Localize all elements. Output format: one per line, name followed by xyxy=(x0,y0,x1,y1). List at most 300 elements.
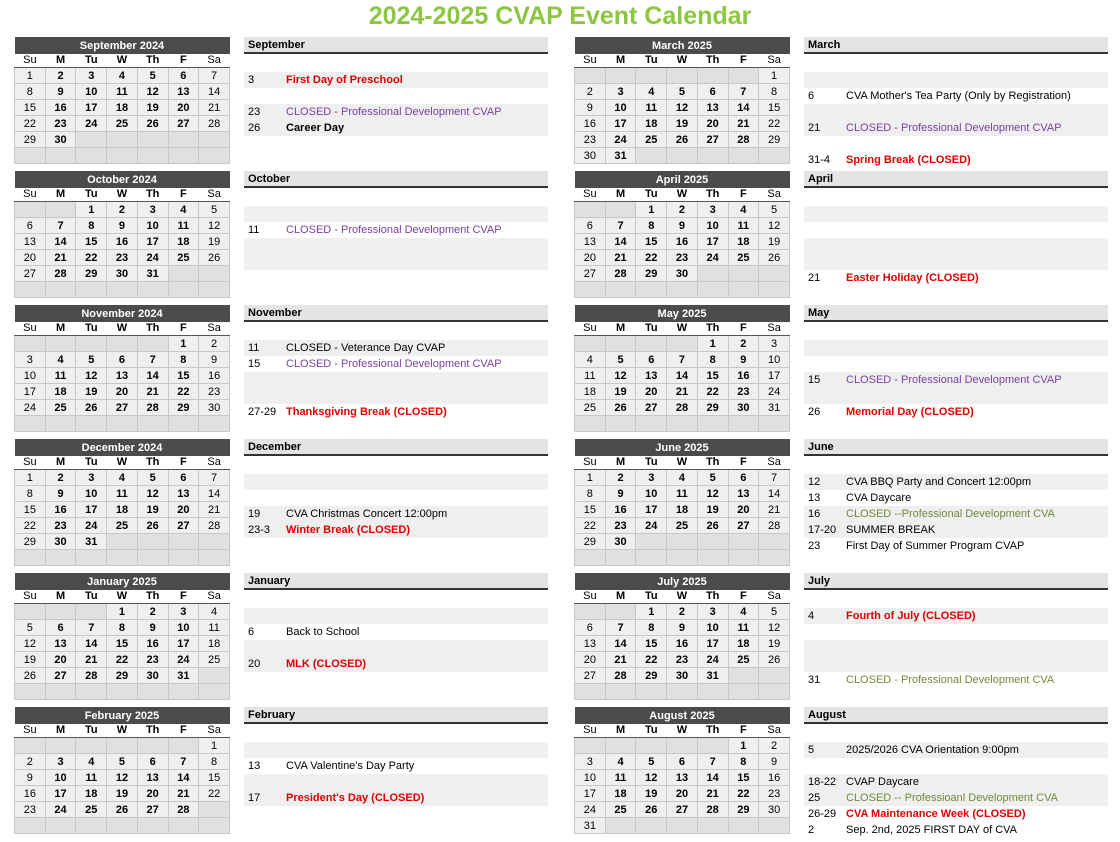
day-cell: 14 xyxy=(697,770,728,786)
empty-day-cell xyxy=(199,818,230,834)
empty-day-cell xyxy=(137,132,168,148)
empty-day-cell xyxy=(45,336,76,352)
weekday-label: W xyxy=(107,590,138,604)
empty-day-cell xyxy=(168,534,199,550)
day-cell: 15 xyxy=(697,368,728,384)
event-date: 15 xyxy=(248,358,261,370)
day-cell: 8 xyxy=(15,84,46,100)
day-cell: 27 xyxy=(107,400,138,416)
day-cell: 1 xyxy=(15,470,46,486)
event-date: 21 xyxy=(808,272,821,284)
weekday-label: Su xyxy=(15,590,46,604)
day-cell: 10 xyxy=(636,486,667,502)
day-cell: 1 xyxy=(15,68,46,84)
weekday-label: Su xyxy=(15,188,46,202)
event-row xyxy=(244,222,548,238)
day-cell: 2 xyxy=(575,84,606,100)
day-cell: 19 xyxy=(107,786,138,802)
empty-day-cell xyxy=(76,818,107,834)
day-cell: 26 xyxy=(697,518,728,534)
day-cell: 20 xyxy=(168,100,199,116)
day-cell: 26 xyxy=(107,802,138,818)
weekday-label: W xyxy=(667,188,698,202)
event-list-header: July xyxy=(804,573,1108,590)
empty-day-cell xyxy=(697,266,728,282)
weekday-label: M xyxy=(605,456,636,470)
day-cell: 19 xyxy=(76,384,107,400)
event-row xyxy=(804,136,1108,152)
event-row xyxy=(804,356,1108,372)
day-cell: 25 xyxy=(728,250,759,266)
day-cell: 25 xyxy=(636,132,667,148)
empty-day-cell xyxy=(45,604,76,620)
empty-day-cell xyxy=(728,818,759,834)
day-cell: 19 xyxy=(137,100,168,116)
empty-day-cell xyxy=(728,550,759,566)
event-row xyxy=(244,270,548,286)
weekday-label: F xyxy=(168,54,199,68)
day-cell: 2 xyxy=(605,470,636,486)
event-row xyxy=(244,88,548,104)
event-text: CLOSED - Professional Development CVAP xyxy=(846,122,1062,134)
day-cell: 11 xyxy=(76,770,107,786)
day-cell: 25 xyxy=(168,250,199,266)
event-row xyxy=(804,254,1108,270)
day-cell: 17 xyxy=(636,502,667,518)
day-cell: 10 xyxy=(15,368,46,384)
day-cell: 19 xyxy=(759,636,790,652)
mini-calendar-title: August 2025 xyxy=(575,707,790,724)
day-cell: 13 xyxy=(728,486,759,502)
weekday-label: Su xyxy=(575,188,606,202)
event-list-header: June xyxy=(804,439,1108,456)
day-cell: 30 xyxy=(759,802,790,818)
event-date: 27-29 xyxy=(248,406,277,418)
day-cell: 10 xyxy=(697,218,728,234)
event-text: President's Day (CLOSED) xyxy=(286,792,425,804)
day-cell: 13 xyxy=(667,770,698,786)
empty-day-cell xyxy=(728,668,759,684)
empty-day-cell xyxy=(107,148,138,164)
empty-day-cell xyxy=(636,282,667,298)
day-cell: 22 xyxy=(168,384,199,400)
day-cell: 4 xyxy=(76,754,107,770)
empty-day-cell xyxy=(575,68,606,84)
mini-calendar-june-2025 xyxy=(574,439,790,566)
empty-day-cell xyxy=(168,148,199,164)
event-row xyxy=(804,340,1108,356)
event-row xyxy=(244,104,548,120)
event-row xyxy=(804,758,1108,774)
day-cell: 17 xyxy=(575,786,606,802)
empty-day-cell xyxy=(76,416,107,432)
day-cell: 2 xyxy=(667,202,698,218)
day-cell: 8 xyxy=(575,486,606,502)
day-cell: 17 xyxy=(697,234,728,250)
day-cell: 14 xyxy=(728,100,759,116)
weekday-label: Th xyxy=(137,724,168,738)
day-cell: 2 xyxy=(15,754,46,770)
day-cell: 6 xyxy=(636,352,667,368)
day-cell: 13 xyxy=(168,84,199,100)
day-cell: 15 xyxy=(107,636,138,652)
empty-day-cell xyxy=(728,266,759,282)
empty-day-cell xyxy=(667,818,698,834)
day-cell: 17 xyxy=(15,384,46,400)
day-cell: 12 xyxy=(605,368,636,384)
empty-day-cell xyxy=(15,738,46,754)
day-cell: 7 xyxy=(199,470,230,486)
empty-day-cell xyxy=(697,738,728,754)
event-row xyxy=(244,72,548,88)
empty-day-cell xyxy=(697,534,728,550)
day-cell: 31 xyxy=(697,668,728,684)
mini-calendar-title: June 2025 xyxy=(575,439,790,456)
event-row xyxy=(804,88,1108,104)
event-text: MLK (CLOSED) xyxy=(286,658,367,670)
mini-calendar-title: March 2025 xyxy=(575,37,790,54)
day-cell: 1 xyxy=(575,470,606,486)
day-cell: 15 xyxy=(199,770,230,786)
event-date: 16 xyxy=(808,508,821,520)
weekday-label: M xyxy=(45,322,76,336)
weekday-label: F xyxy=(728,724,759,738)
empty-day-cell xyxy=(107,336,138,352)
event-list-december xyxy=(244,439,548,570)
day-cell: 1 xyxy=(107,604,138,620)
day-cell: 4 xyxy=(168,202,199,218)
day-cell: 29 xyxy=(636,668,667,684)
day-cell: 17 xyxy=(45,786,76,802)
empty-day-cell xyxy=(107,550,138,566)
day-cell: 8 xyxy=(636,218,667,234)
day-cell: 29 xyxy=(76,266,107,282)
day-cell: 27 xyxy=(728,518,759,534)
empty-day-cell xyxy=(605,336,636,352)
day-cell: 14 xyxy=(667,368,698,384)
empty-day-cell xyxy=(636,336,667,352)
day-cell: 19 xyxy=(667,116,698,132)
day-cell: 22 xyxy=(76,250,107,266)
empty-day-cell xyxy=(199,282,230,298)
mini-calendar-title: July 2025 xyxy=(575,573,790,590)
day-cell: 22 xyxy=(759,116,790,132)
day-cell: 24 xyxy=(575,802,606,818)
day-cell: 23 xyxy=(107,250,138,266)
day-cell: 23 xyxy=(45,116,76,132)
day-cell: 12 xyxy=(667,100,698,116)
event-date: 6 xyxy=(248,626,255,638)
day-cell: 23 xyxy=(199,384,230,400)
event-text: CVA Daycare xyxy=(846,492,912,504)
empty-day-cell xyxy=(759,416,790,432)
event-row xyxy=(804,742,1108,758)
day-cell: 14 xyxy=(199,486,230,502)
day-cell: 16 xyxy=(199,368,230,384)
empty-day-cell xyxy=(107,818,138,834)
event-row xyxy=(244,790,548,806)
weekday-label: Tu xyxy=(76,590,107,604)
event-row xyxy=(244,688,548,704)
empty-day-cell xyxy=(667,534,698,550)
empty-day-cell xyxy=(667,68,698,84)
empty-day-cell xyxy=(759,818,790,834)
day-cell: 1 xyxy=(759,68,790,84)
event-row xyxy=(244,656,548,672)
day-cell: 7 xyxy=(76,620,107,636)
empty-day-cell xyxy=(575,738,606,754)
mini-calendar-title: September 2024 xyxy=(15,37,230,54)
weekday-label: Tu xyxy=(636,456,667,470)
day-cell: 21 xyxy=(199,100,230,116)
empty-day-cell xyxy=(199,416,230,432)
day-cell: 9 xyxy=(728,352,759,368)
day-cell: 18 xyxy=(728,234,759,250)
empty-day-cell xyxy=(168,550,199,566)
day-cell: 11 xyxy=(199,620,230,636)
event-text: CLOSED - Veterance Day CVAP xyxy=(286,342,446,354)
empty-day-cell xyxy=(137,336,168,352)
event-row xyxy=(804,388,1108,404)
empty-day-cell xyxy=(15,550,46,566)
weekday-label: Tu xyxy=(636,724,667,738)
day-cell: 23 xyxy=(605,518,636,534)
weekday-label: W xyxy=(107,724,138,738)
empty-day-cell xyxy=(667,738,698,754)
event-row xyxy=(244,238,548,254)
empty-day-cell xyxy=(45,202,76,218)
day-cell: 14 xyxy=(168,770,199,786)
day-cell: 16 xyxy=(45,100,76,116)
day-cell: 6 xyxy=(107,352,138,368)
day-cell: 4 xyxy=(199,604,230,620)
day-cell: 18 xyxy=(667,502,698,518)
day-cell: 11 xyxy=(107,486,138,502)
day-cell: 5 xyxy=(667,84,698,100)
day-cell: 29 xyxy=(636,266,667,282)
day-cell: 26 xyxy=(76,400,107,416)
weekday-label: Tu xyxy=(636,322,667,336)
day-cell: 25 xyxy=(107,116,138,132)
day-cell: 6 xyxy=(667,754,698,770)
day-cell: 22 xyxy=(575,518,606,534)
empty-day-cell xyxy=(168,684,199,700)
event-row xyxy=(244,774,548,790)
day-cell: 30 xyxy=(667,266,698,282)
day-cell: 7 xyxy=(605,218,636,234)
day-cell: 8 xyxy=(697,352,728,368)
weekday-label: M xyxy=(605,322,636,336)
day-cell: 4 xyxy=(728,604,759,620)
day-cell: 25 xyxy=(728,652,759,668)
day-cell: 9 xyxy=(107,218,138,234)
day-cell: 28 xyxy=(76,668,107,684)
weekday-label: Tu xyxy=(636,590,667,604)
mini-calendar-title: December 2024 xyxy=(15,439,230,456)
weekday-label: Su xyxy=(15,456,46,470)
mini-calendar-april-2025 xyxy=(574,171,790,298)
day-cell: 6 xyxy=(728,470,759,486)
empty-day-cell xyxy=(168,282,199,298)
day-cell: 23 xyxy=(137,652,168,668)
weekday-label: M xyxy=(605,590,636,604)
event-date: 23-3 xyxy=(248,524,271,536)
empty-day-cell xyxy=(697,416,728,432)
empty-day-cell xyxy=(15,818,46,834)
event-text: CVAP Daycare xyxy=(846,776,919,788)
mini-calendar-title: April 2025 xyxy=(575,171,790,188)
empty-day-cell xyxy=(15,336,46,352)
event-row xyxy=(244,608,548,624)
weekday-label: Sa xyxy=(199,724,230,738)
day-cell: 2 xyxy=(199,336,230,352)
day-cell: 16 xyxy=(15,786,46,802)
empty-day-cell xyxy=(759,550,790,566)
day-cell: 5 xyxy=(76,352,107,368)
empty-day-cell xyxy=(605,738,636,754)
event-row xyxy=(804,624,1108,640)
weekday-label: Su xyxy=(575,724,606,738)
day-cell: 9 xyxy=(575,100,606,116)
event-text: Back to School xyxy=(286,626,360,638)
event-list-june xyxy=(804,439,1108,570)
day-cell: 16 xyxy=(667,234,698,250)
event-row xyxy=(244,742,548,758)
empty-day-cell xyxy=(76,684,107,700)
weekday-label: Th xyxy=(697,188,728,202)
day-cell: 21 xyxy=(76,652,107,668)
mini-calendar-february-2025 xyxy=(14,707,230,834)
day-cell: 4 xyxy=(728,202,759,218)
day-cell: 25 xyxy=(199,652,230,668)
day-cell: 20 xyxy=(168,502,199,518)
empty-day-cell xyxy=(667,684,698,700)
empty-day-cell xyxy=(199,132,230,148)
day-cell: 5 xyxy=(137,470,168,486)
empty-day-cell xyxy=(107,282,138,298)
day-cell: 25 xyxy=(605,802,636,818)
event-text: First Day of Summer Program CVAP xyxy=(846,540,1025,552)
day-cell: 27 xyxy=(137,802,168,818)
day-cell: 12 xyxy=(636,770,667,786)
event-row xyxy=(244,420,548,436)
weekday-label: Sa xyxy=(759,590,790,604)
day-cell: 15 xyxy=(575,502,606,518)
day-cell: 27 xyxy=(636,400,667,416)
day-cell: 27 xyxy=(667,802,698,818)
weekday-label: M xyxy=(45,54,76,68)
day-cell: 1 xyxy=(199,738,230,754)
event-row xyxy=(804,404,1108,420)
day-cell: 27 xyxy=(697,132,728,148)
event-date: 2 xyxy=(808,824,815,836)
empty-day-cell xyxy=(137,416,168,432)
empty-day-cell xyxy=(107,534,138,550)
day-cell: 14 xyxy=(137,368,168,384)
weekday-label: Sa xyxy=(759,322,790,336)
day-cell: 12 xyxy=(137,486,168,502)
event-list-may xyxy=(804,305,1108,436)
day-cell: 15 xyxy=(636,636,667,652)
day-cell: 23 xyxy=(575,132,606,148)
empty-day-cell xyxy=(728,684,759,700)
weekday-label: Sa xyxy=(759,54,790,68)
event-text: First Day of Preschool xyxy=(286,74,403,86)
day-cell: 14 xyxy=(605,234,636,250)
empty-day-cell xyxy=(697,818,728,834)
day-cell: 18 xyxy=(636,116,667,132)
day-cell: 4 xyxy=(575,352,606,368)
day-cell: 28 xyxy=(759,518,790,534)
day-cell: 31 xyxy=(76,534,107,550)
weekday-label: F xyxy=(728,456,759,470)
weekday-label: W xyxy=(667,590,698,604)
day-cell: 11 xyxy=(728,218,759,234)
day-cell: 3 xyxy=(697,202,728,218)
event-date: 13 xyxy=(248,760,261,772)
day-cell: 3 xyxy=(575,754,606,770)
day-cell: 24 xyxy=(168,652,199,668)
day-cell: 7 xyxy=(605,620,636,636)
empty-day-cell xyxy=(575,604,606,620)
weekday-label: Th xyxy=(697,590,728,604)
event-date: 23 xyxy=(248,106,261,118)
day-cell: 28 xyxy=(728,132,759,148)
day-cell: 28 xyxy=(199,518,230,534)
empty-day-cell xyxy=(168,738,199,754)
event-row xyxy=(804,522,1108,538)
day-cell: 28 xyxy=(45,266,76,282)
day-cell: 22 xyxy=(636,250,667,266)
day-cell: 11 xyxy=(605,770,636,786)
empty-day-cell xyxy=(137,550,168,566)
weekday-label: M xyxy=(605,188,636,202)
day-cell: 11 xyxy=(45,368,76,384)
event-row xyxy=(804,554,1108,570)
weekday-label: Sa xyxy=(759,724,790,738)
day-cell: 16 xyxy=(759,770,790,786)
day-cell: 1 xyxy=(636,604,667,620)
event-row xyxy=(804,206,1108,222)
day-cell: 30 xyxy=(199,400,230,416)
event-row xyxy=(804,538,1108,554)
event-list-header: April xyxy=(804,171,1108,188)
empty-day-cell xyxy=(199,802,230,818)
empty-day-cell xyxy=(15,416,46,432)
day-cell: 13 xyxy=(697,100,728,116)
empty-day-cell xyxy=(199,668,230,684)
weekday-label: Su xyxy=(575,322,606,336)
empty-day-cell xyxy=(107,416,138,432)
day-cell: 30 xyxy=(728,400,759,416)
day-cell: 30 xyxy=(45,534,76,550)
event-text: CLOSED - Professional Development CVAP xyxy=(286,106,502,118)
day-cell: 9 xyxy=(45,84,76,100)
day-cell: 24 xyxy=(697,652,728,668)
event-text: CLOSED - Professional Development CVAP xyxy=(846,374,1062,386)
event-text: CLOSED -- Professioanl Development CVA xyxy=(846,792,1058,804)
weekday-label: M xyxy=(605,54,636,68)
day-cell: 21 xyxy=(168,786,199,802)
day-cell: 2 xyxy=(107,202,138,218)
day-cell: 5 xyxy=(199,202,230,218)
day-cell: 15 xyxy=(728,770,759,786)
event-text: Fourth of July (CLOSED) xyxy=(846,610,976,622)
mini-calendar-march-2025 xyxy=(574,37,790,164)
day-cell: 1 xyxy=(636,202,667,218)
event-list-january xyxy=(244,573,548,704)
weekday-label: M xyxy=(45,724,76,738)
